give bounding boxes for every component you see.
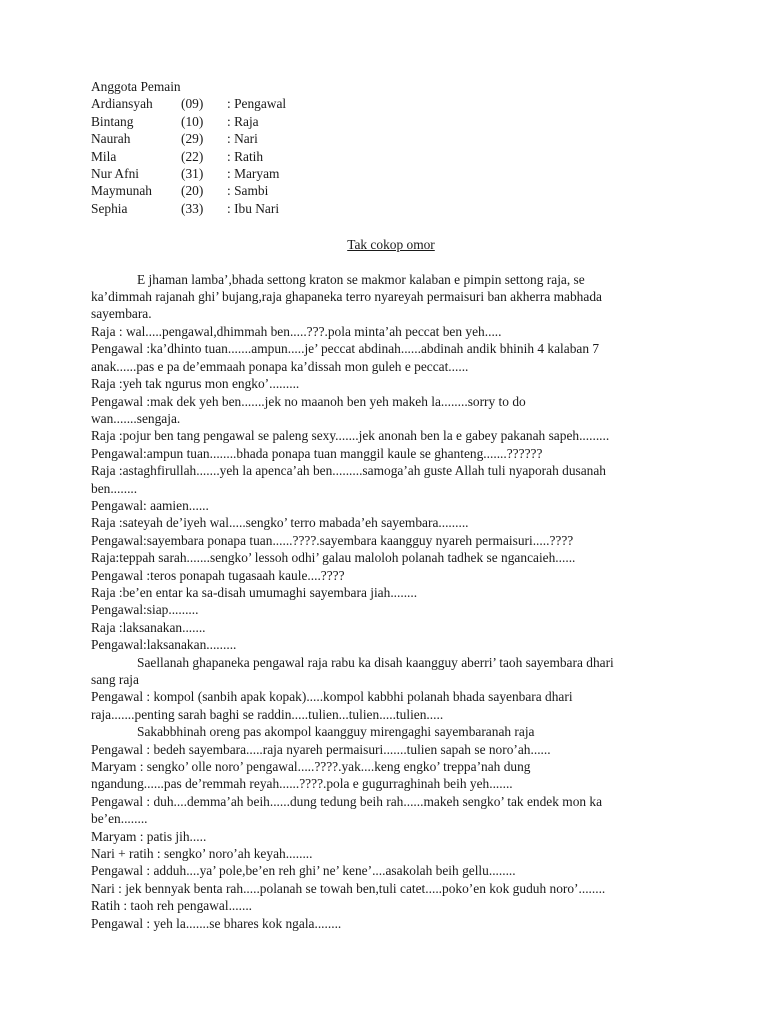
cast-age: (22): [181, 148, 204, 164]
story-line: Nari + ratih : sengko’ noro’ah keyah........: [91, 846, 313, 862]
cast-role: : Sambi: [227, 183, 269, 199]
cast-row: [91, 182, 691, 199]
story-line: Sakabbhinah oreng pas akompol kaangguy mirengaghi sayembaranah raja: [137, 724, 535, 740]
story-line: Pengawal :ka’dhinto tuan.......ampun.....je’ peccat abdinah......abdinah andik bhinih 4 kalaban 7: [91, 341, 600, 357]
cast-name: Nur Afni: [91, 166, 139, 182]
story-line: Pengawal : adduh....ya’ pole,be’en reh ghi’ ne’ kene’....asakolah beih gellu........: [91, 863, 516, 879]
story-line: Pengawal:laksanakan.........: [91, 637, 237, 653]
story-line: raja.......penting sarah baghi se raddin.....tulien...tulien.....tulien.....: [91, 706, 444, 722]
cast-name: Sephia: [91, 200, 128, 216]
cast-row: [91, 113, 691, 130]
cast-name: Bintang: [91, 113, 134, 129]
story-body: [91, 271, 691, 932]
story-line: Raja : wal.....pengawal,dhimmah ben.....???.pola minta’ah peccat ben yeh.....: [91, 323, 502, 339]
story-line: Nari : jek bennyak benta rah.....polanah se towah ben,tuli catet.....poko’en kok guduh noro’........: [91, 880, 606, 896]
story-line: Raja :pojur ben tang pengawal se paleng sexy.......jek anonah ben la e gabey pakanah sapeh.........: [91, 428, 610, 444]
cast-age: (09): [181, 96, 204, 112]
story-line: sayembara.: [91, 306, 152, 322]
story-line: Raja:teppah sarah.......sengko’ lessoh odhi’ galau maloloh polanah tadhek se ngancaieh......: [91, 550, 576, 566]
story-line: Raja :sateyah de’iyeh wal.....sengko’ terro mabada’eh sayembara.........: [91, 515, 469, 531]
cast-role: : Ibu Nari: [227, 200, 280, 216]
story-line: ben........: [91, 480, 138, 496]
cast-row: [91, 130, 691, 147]
story-line: Raja :astaghfirullah.......yeh la apenca’ah ben.........samoga’ah guste Allah tuli nyaporah dusanah: [91, 463, 607, 479]
story-line: Pengawal : duh....demma’ah beih......dung tedung beih rah......makeh sengko’ tak endek mon ka: [91, 793, 603, 809]
cast-role: : Ratih: [227, 148, 264, 164]
cast-name: Naurah: [91, 131, 131, 147]
cast-role: : Maryam: [227, 166, 280, 182]
story-line: Maryam : sengko’ olle noro’ pengawal.....????.yak....keng engko’ treppa’nah dung: [91, 759, 531, 775]
cast-age: (33): [181, 200, 204, 216]
story-line: Raja :laksanakan.......: [91, 619, 206, 635]
story-line: Pengawal : bedeh sayembara.....raja nyareh permaisuri.......tulien sapah se noro’ah......: [91, 741, 551, 757]
cast-role: : Pengawal: [227, 96, 287, 112]
cast-role: : Raja: [227, 113, 259, 129]
story-line: Raja :be’en entar ka sa-disah umumaghi sayembara jiah........: [91, 584, 418, 600]
story-line: Maryam : patis jih.....: [91, 828, 207, 844]
cast-age: (29): [181, 131, 204, 147]
story-line: E jhaman lamba’,bhada settong kraton se makmor kalaban e pimpin settong raja, se: [137, 271, 585, 287]
story-line: Pengawal : yeh la.......se bhares kok ngala........: [91, 915, 342, 931]
story-line: Saellanah ghapaneka pengawal raja rabu ka disah kaangguy aberri’ taoh sayembara dhari: [137, 654, 614, 670]
story-line: wan.......sengaja.: [91, 410, 181, 426]
story-line: ngandung......pas de’remmah reyah......????.pola e gugurraghinah beih yeh.......: [91, 776, 513, 792]
story-line: Pengawal: aamien......: [91, 497, 209, 513]
story-line: Pengawal : kompol (sanbih apak kopak).....kompol kabbhi polanah bhada sayenbara dhari: [91, 689, 573, 705]
story-line: Raja :yeh tak ngurus mon engko’.........: [91, 376, 300, 392]
story-line: Pengawal:ampun tuan........bhada ponapa tuan manggil kaule se ghanteng.......??????: [91, 445, 543, 461]
cast-row: [91, 200, 691, 217]
story-line: Ratih : taoh reh pengawal.......: [91, 898, 253, 914]
story-line: Pengawal:siap.........: [91, 602, 199, 618]
cast-age: (20): [181, 183, 204, 199]
cast-row: [91, 165, 691, 182]
cast-name: Ardiansyah: [91, 96, 153, 112]
cast-list: [91, 78, 691, 217]
story-line: Pengawal :mak dek yeh ben.......jek no maanoh ben yeh makeh la........sorry to do: [91, 393, 526, 409]
cast-row: [91, 148, 691, 165]
story-line: sang raja: [91, 672, 139, 687]
cast-age: (10): [181, 113, 204, 129]
story-title: Tak cokop omor: [347, 237, 435, 253]
cast-role: : Nari: [227, 131, 258, 147]
document-page: [91, 78, 691, 932]
story-line: anak......pas e pa de’emmaah ponapa ka’dissah mon guleh e peccat......: [91, 358, 469, 374]
story-line: Pengawal :teros ponapah tugasaah kaule....????: [91, 567, 345, 583]
cast-age: (31): [181, 166, 204, 182]
cast-row: [91, 95, 691, 112]
cast-heading: Anggota Pemain: [91, 79, 181, 94]
cast-name: Mila: [91, 148, 117, 164]
story-line: be’en........: [91, 811, 148, 827]
cast-name: Maymunah: [91, 183, 152, 199]
story-line: ka’dimmah rajanah ghi’ bujang,raja ghapaneka terro nyareyah permaisuri ban akherra mabhada: [91, 289, 602, 305]
story-line: Pengawal:sayembara ponapa tuan......????.sayembara kaangguy nyareh permaisuri.....????: [91, 532, 574, 548]
